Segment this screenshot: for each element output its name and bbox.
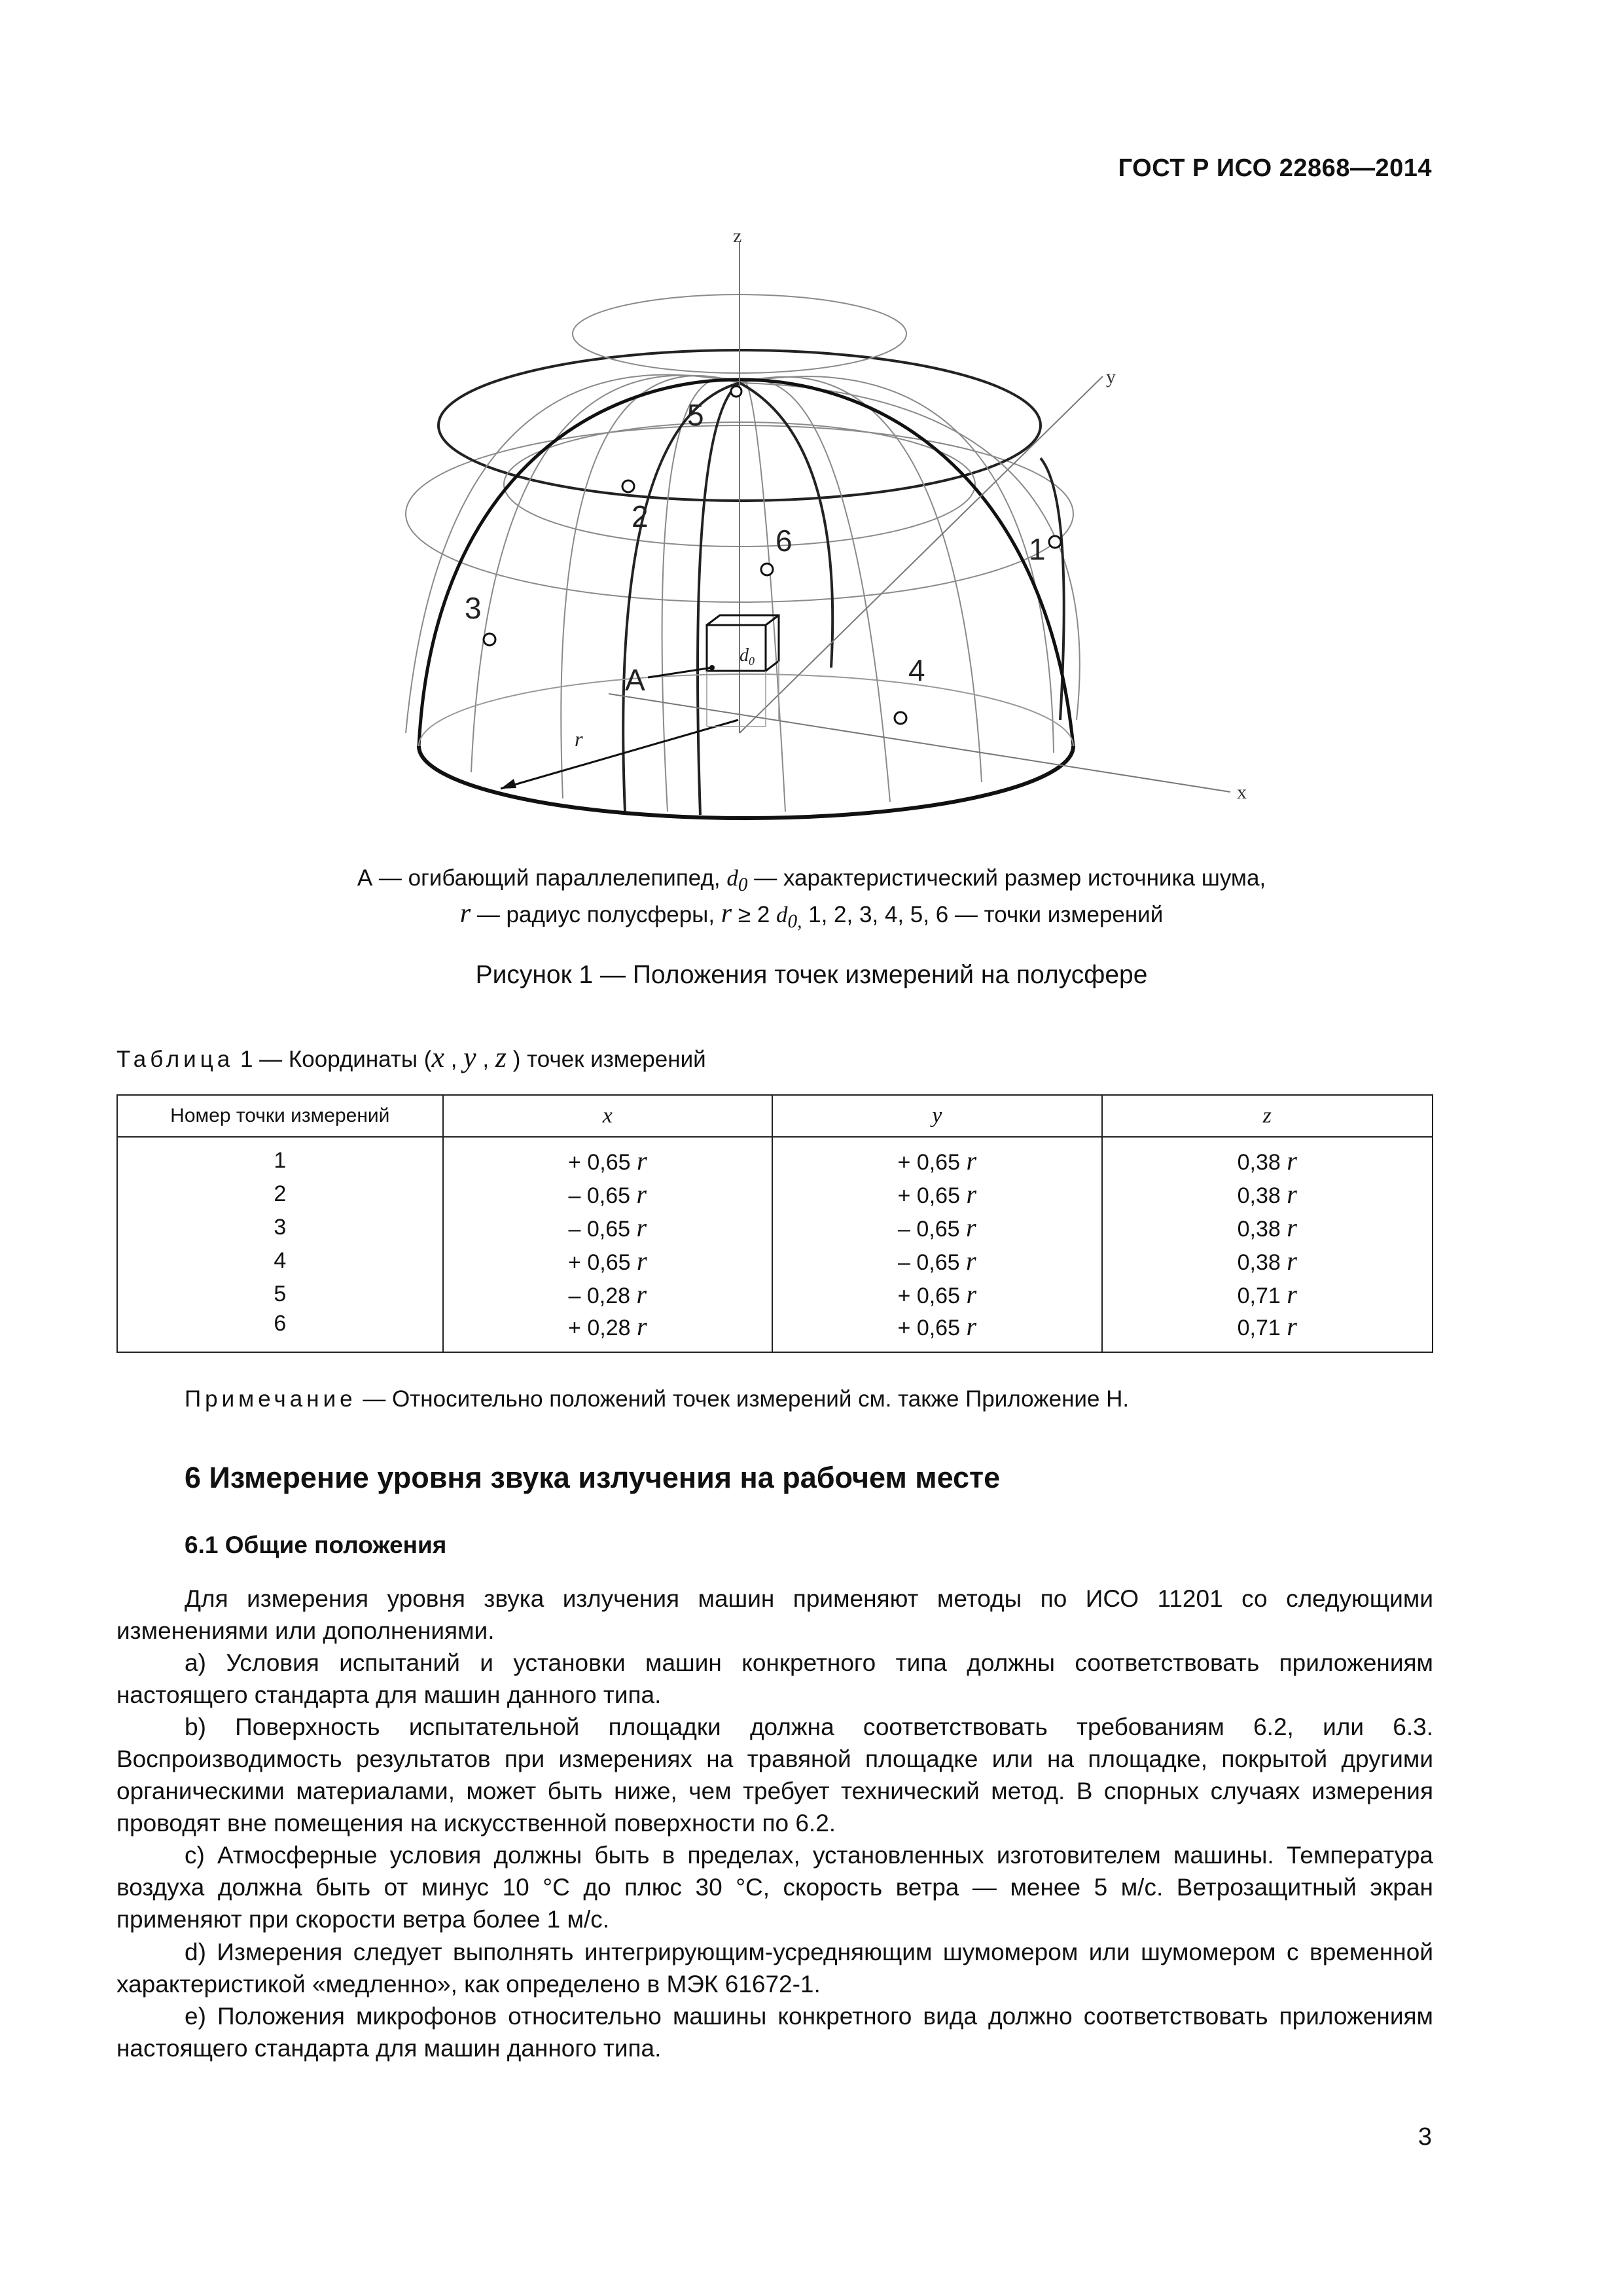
meridian-5 xyxy=(740,380,785,812)
meridian-dark-4 xyxy=(1041,458,1064,720)
radius-label: r xyxy=(575,727,583,751)
figure-legend-line-2: r — радиус полусферы, r ≥ 2 $d_{0,}$ 1, 2, 3, 4, 5, 6 — точки измерений xyxy=(459,899,1164,932)
table-row: 2 – 0,65 r + 0,65 r 0,38 r xyxy=(117,1177,1433,1211)
meridian-7 xyxy=(740,377,982,782)
point-label-5: 5 xyxy=(687,398,704,432)
paragraph-intro: Для измерения уровня звука излучения машин применяют методы по ИСО 11201 со следующими изменениями или дополнениями. xyxy=(116,1585,1433,1644)
measurement-point-4 xyxy=(895,712,906,724)
label-a: A xyxy=(625,663,645,697)
section-title: 6 Измерение уровня звука излучения на рабочем месте xyxy=(185,1461,1001,1494)
meridian-6 xyxy=(740,380,890,802)
table-header-z: z xyxy=(1102,1095,1433,1137)
table-header-y: y xyxy=(772,1095,1101,1137)
meridian-dark-2 xyxy=(698,383,740,815)
x-axis-label: x xyxy=(1237,781,1247,803)
base-back xyxy=(419,674,1073,746)
table-header-point-number: Номер точки измерений xyxy=(117,1095,443,1137)
dome-outline xyxy=(419,380,1073,746)
radius-line xyxy=(501,720,738,789)
paragraph-d: d) Измерения следует выполнять интегрирующим-усредняющим шумомером или шумомером с временной характеристикой «медленно», как определено в МЭК 61672-1. xyxy=(116,1939,1433,1998)
table-header-row xyxy=(117,1095,1433,1137)
hemisphere-figure xyxy=(393,223,1257,825)
table-row: 3 – 0,65 r – 0,65 r 0,38 r xyxy=(117,1211,1433,1244)
paragraph-b: b) Поверхность испытательной площадки должна соответствовать требованиям 6.2, или 6.3. Воспроизводимость результатов при измерениях на травяной площадке или на площадке, покрытой другими органическими материалами, может быть ниже, чем требует технический метод. В спорных случаях измерения проводят вне помещения на искусственной поверхности по 6.2. xyxy=(116,1713,1433,1837)
point-label-1: 1 xyxy=(1029,532,1046,566)
measurement-point-6 xyxy=(761,564,773,575)
a-leader-dot xyxy=(709,665,715,670)
point-label-4: 4 xyxy=(908,653,925,687)
table-row: 1 + 0,65 r + 0,65 r 0,38 r xyxy=(117,1137,1433,1177)
table-caption: Таблица 1 — Координаты (x , y , z ) точек измерений xyxy=(116,1041,706,1073)
y-axis-label: y xyxy=(1106,366,1116,387)
table-row: 6 + 0,28 r + 0,65 r 0,71 r xyxy=(117,1311,1433,1352)
d0-label: $d_0$ xyxy=(740,645,755,668)
page-number: 3 xyxy=(1418,2123,1432,2151)
meridian-8 xyxy=(740,376,1054,753)
point-label-3: 3 xyxy=(465,591,482,625)
table-row: 4 + 0,65 r – 0,65 r 0,38 r xyxy=(117,1244,1433,1278)
figure-caption: Рисунок 1 — Положения точек измерений на полусфере xyxy=(475,961,1148,989)
z-axis-label: z xyxy=(733,225,742,247)
subsection-title: 6.1 Общие положения xyxy=(185,1532,447,1558)
measurement-point-5 xyxy=(731,386,741,397)
x-axis xyxy=(609,694,1230,792)
coordinates-table xyxy=(116,1094,1433,1353)
document-header: ГОСТ Р ИСО 22868—2014 xyxy=(1118,154,1432,182)
radius-arrowhead xyxy=(501,779,516,789)
point-label-2: 2 xyxy=(632,499,649,533)
measurement-point-3 xyxy=(484,634,495,645)
table-header-x: x xyxy=(443,1095,772,1137)
base-front xyxy=(419,746,1073,818)
paragraph-e: e) Положения микрофонов относительно машины конкретного вида должно соответствовать приложениям настоящего стандарта для машин данного типа. xyxy=(116,2003,1433,2062)
measurement-point-1 xyxy=(1049,536,1061,548)
table-note: Примечание — Относительно положений точек измерений см. также Приложение Н. xyxy=(185,1386,1130,1412)
table-row: 5 – 0,28 r + 0,65 r 0,71 r xyxy=(117,1278,1433,1311)
figure-legend-line-1: А — огибающий параллелепипед, $d_0$ — характеристический размер источника шума, xyxy=(357,865,1266,895)
measurement-point-2 xyxy=(622,480,634,492)
point-label-6: 6 xyxy=(776,524,793,558)
paragraph-c: c) Атмосферные условия должны быть в пределах, установленных изготовителем машины. Температура воздуха должна быть от минус 10 °С до плюс 30 °С, скорость ветра — менее 5 м/с. Ветрозащитный экран применяют при скорости ветра более 1 м/с. xyxy=(116,1842,1433,1933)
meridian-4 xyxy=(662,378,740,812)
paragraph-a: a) Условия испытаний и установки машин конкретного типа должны соответствовать приложениям настоящего стандарта для машин данного типа. xyxy=(116,1649,1433,1708)
